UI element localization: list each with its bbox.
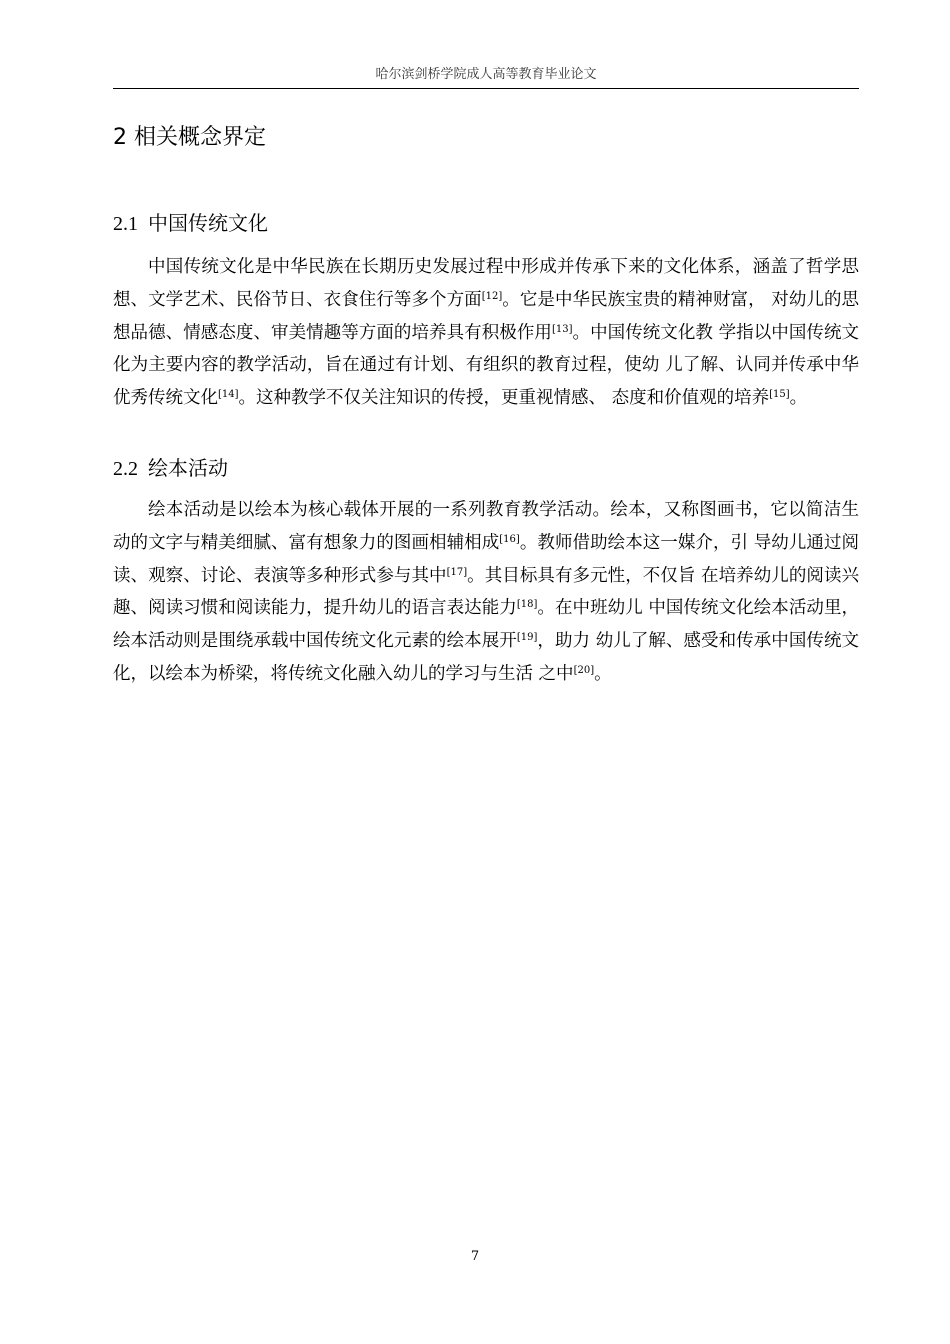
section-paragraph xyxy=(113,251,859,415)
citation: [13] xyxy=(551,323,573,335)
citation: [19] xyxy=(516,632,538,644)
section-title: 中国传统文化 xyxy=(148,211,268,235)
section-heading xyxy=(113,208,268,239)
section-title: 绘本活动 xyxy=(148,456,228,480)
citation: [17] xyxy=(446,566,468,578)
header-divider xyxy=(113,88,859,89)
citation: [16] xyxy=(499,533,520,545)
section-number: 2.1 xyxy=(113,213,138,235)
text-run: 中国传统文化是中华民族在长期历史发展过程中形成并传承下来的文化体系，涵盖了哲学思想、文学艺术、民俗节日、衣食住行等多个方面 xyxy=(113,257,859,310)
text-run: 。 xyxy=(594,663,612,684)
citation: [18] xyxy=(516,599,538,611)
text-run: 。它是中华民族宝贵的精神财富， 对幼儿的思想品德、情感态度、审美情趣等方面的培养具有积极作用 xyxy=(113,289,859,343)
citation: [12] xyxy=(481,290,503,302)
text-run: 。这种教学不仅关注知识的传授，更重视情感、 态度和价值观的培养 xyxy=(238,388,770,409)
chapter-title: 2 相关概念界定 xyxy=(113,125,266,150)
text-run: 绘本活动是以绘本为核心载体开展的一系列教育教学活动。绘本，又称图画书，它以简洁生动的文字与精美细腻、富有想象力的图画相辅相成 xyxy=(113,500,859,553)
citation: [20] xyxy=(573,664,595,676)
text-run: 。在中班幼儿 中国传统文化绘本活动里，绘本活动则是围绕承载中国传统文化元素的绘本展开 xyxy=(113,598,860,652)
citation: [14] xyxy=(218,389,239,401)
citation: [15] xyxy=(769,389,790,401)
text-run: 。教师借助绘本这一媒介，引 导幼儿通过阅读、观察、讨论、表演等多种形式参与其中 xyxy=(113,532,860,586)
text-run: 。其目标具有多元性，不仅旨 在培养幼儿的阅读兴趣、阅读习惯和阅读能力，提升幼儿的语言表达能力 xyxy=(113,565,860,619)
page-number: 7 xyxy=(470,1249,480,1264)
section-heading xyxy=(113,453,228,484)
running-header: 哈尔滨剑桥学院成人高等教育毕业论文 xyxy=(375,67,597,82)
text-run: 。中国传统文化教 学指以中国传统文化为主要内容的教学活动，旨在通过有计划、有组织的教育过程，使幼 儿了解、认同并传承中华优秀传统文化 xyxy=(113,322,860,409)
section-number: 2.2 xyxy=(113,458,138,480)
section-paragraph xyxy=(113,494,859,691)
text-run: ，助力 幼儿了解、感受和传承中国传统文化，以绘本为桥梁，将传统文化融入幼儿的学习与生活 之中 xyxy=(113,631,860,684)
text-run: 。 xyxy=(789,388,808,409)
